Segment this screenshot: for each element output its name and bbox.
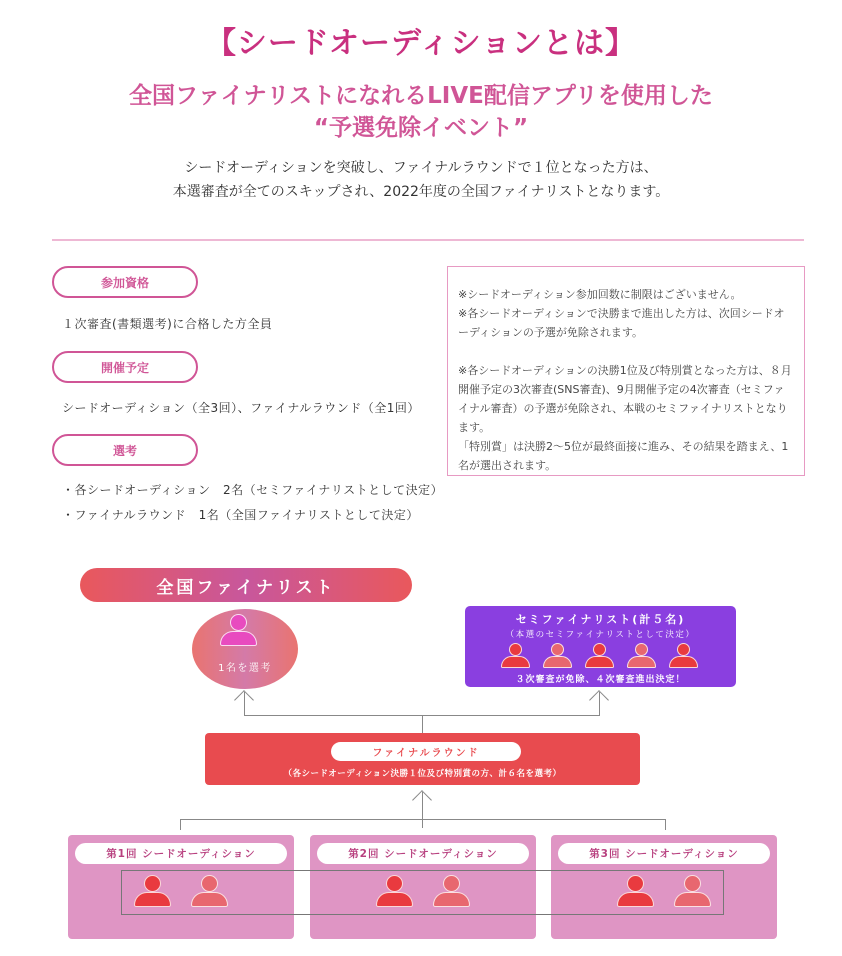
winners-group-frame (121, 870, 724, 915)
finalist-banner: 全国ファイナリスト (80, 568, 412, 602)
final-round-subtitle: （各シードオーディション決勝１位及び特別賞の方、計６名を選考） (283, 769, 562, 779)
note-2: ※各シードオーディションで決勝まで進出した方は、次回シードオーディションの予選が免除されます。 (458, 307, 785, 339)
arrow-up-icon (234, 690, 254, 710)
intro-line-1: シードオーディションを突破し、ファイナルラウンドで１位となった方は、 (184, 160, 658, 176)
subtitle-line-1: 全国ファイナリストになれるLIVE配信アプリを使用した (129, 83, 713, 109)
seed-audition-label: 第3回 シードオーディション (558, 843, 770, 864)
connector-line (180, 819, 181, 830)
selection-text-2: ・ファイナルラウンド 1名（全国ファイナリストとして決定） (62, 508, 419, 522)
note-4: 「特別賞」は決勝2〜5位が最終面接に進み、その結果を踏まえ、1名が選出されます。 (458, 440, 789, 472)
final-round-label: ファイナルラウンド (331, 742, 521, 761)
page-title: 【シードオーディションとは】 (205, 26, 637, 61)
arrow-up-icon (589, 690, 609, 710)
person-icon (585, 643, 614, 668)
selection-label: 選考 (52, 434, 198, 466)
person-icon (543, 643, 572, 668)
connector-line (665, 819, 666, 830)
eligibility-text: １次審査(書類選考)に合格した方全員 (62, 317, 273, 331)
subtitle (0, 80, 842, 144)
connector-line (422, 715, 423, 733)
eligibility-label: 参加資格 (52, 266, 198, 298)
person-icon (627, 643, 656, 668)
seed-audition-label: 第2回 シードオーディション (317, 843, 529, 864)
semifinalist-subtitle: （本選のセミファイナリストとして決定） (505, 630, 696, 640)
schedule-text: シードオーディション（全3回）、ファイナルラウンド（全1回） (62, 401, 420, 415)
semifinalist-footer: ３次審査が免除、４次審査進出決定！ (515, 675, 686, 685)
note-3: ※各シードオーディションの決勝1位及び特別賞となった方は、８月開催予定の3次審査(SNS審査)、9月開催予定の4次審査（セミファイナル審査）の予選が免除され、本戦のセミファイナリストとなります。 (458, 364, 792, 434)
divider (52, 239, 804, 241)
finalist-count-label: 1名を選考 (218, 663, 272, 674)
intro-text (0, 156, 842, 204)
notes-box (447, 266, 805, 476)
subtitle-line-2: “予選免除イベント” (313, 115, 529, 141)
seed-audition-label: 第1回 シードオーディション (75, 843, 287, 864)
schedule-label: 開催予定 (52, 351, 198, 383)
semifinalist-people (501, 643, 698, 668)
person-icon (220, 614, 257, 646)
semifinalist-title: セミファイナリスト(計５名) (515, 613, 686, 626)
arrow-up-icon (412, 790, 432, 810)
person-icon (501, 643, 530, 668)
connector-line (180, 819, 666, 820)
selection-text-1: ・各シードオーディション 2名（セミファイナリストとして決定） (62, 483, 444, 497)
note-1: ※シードオーディション参加回数に制限はございません。 (458, 288, 742, 301)
semifinalist-box (465, 606, 736, 687)
person-icon (669, 643, 698, 668)
final-round-box (205, 733, 640, 785)
intro-line-2: 本選審査が全てのスキップされ、2022年度の全国ファイナリストとなります。 (172, 184, 670, 200)
